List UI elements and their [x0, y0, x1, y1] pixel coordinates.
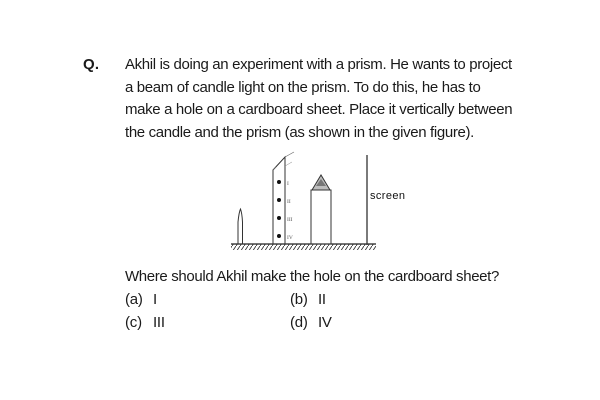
question-line: make a hole on a cardboard sheet. Place it vertically between	[125, 101, 513, 118]
hole-IV	[277, 234, 281, 238]
option-key: (b)	[290, 291, 308, 308]
option-c[interactable]	[125, 314, 165, 331]
hole-label: I	[287, 181, 289, 187]
prism	[311, 175, 331, 244]
option-text: IV	[317, 314, 332, 331]
option-b[interactable]	[290, 291, 326, 308]
cardboard-sheet	[273, 152, 294, 244]
hole-label: II	[287, 199, 291, 205]
question-number: Q.	[83, 56, 100, 73]
option-text: I	[152, 291, 157, 308]
question-line: Akhil is doing an experiment with a prism. He wants to project	[125, 56, 512, 73]
hole-I	[277, 180, 281, 184]
screen-label: screen	[370, 190, 406, 202]
hole-III	[277, 216, 281, 220]
question-prompt: Where should Akhil make the hole on the cardboard sheet?	[125, 268, 499, 285]
option-key: (a)	[125, 291, 143, 308]
option-text: III	[152, 314, 165, 331]
question-line: a beam of candle light on the prism. To do this, he has to	[125, 78, 481, 96]
option-key: (c)	[125, 314, 142, 331]
ground	[231, 244, 376, 250]
hole-II	[277, 198, 281, 202]
option-a[interactable]	[125, 291, 157, 308]
option-d[interactable]	[290, 314, 332, 331]
candle	[238, 209, 243, 244]
hole-label: IV	[287, 235, 293, 241]
hole-label: III	[287, 217, 293, 223]
question-line: the candle and the prism (as shown in the given figure).	[125, 123, 474, 141]
option-key: (d)	[290, 314, 308, 331]
option-text: II	[317, 291, 326, 308]
